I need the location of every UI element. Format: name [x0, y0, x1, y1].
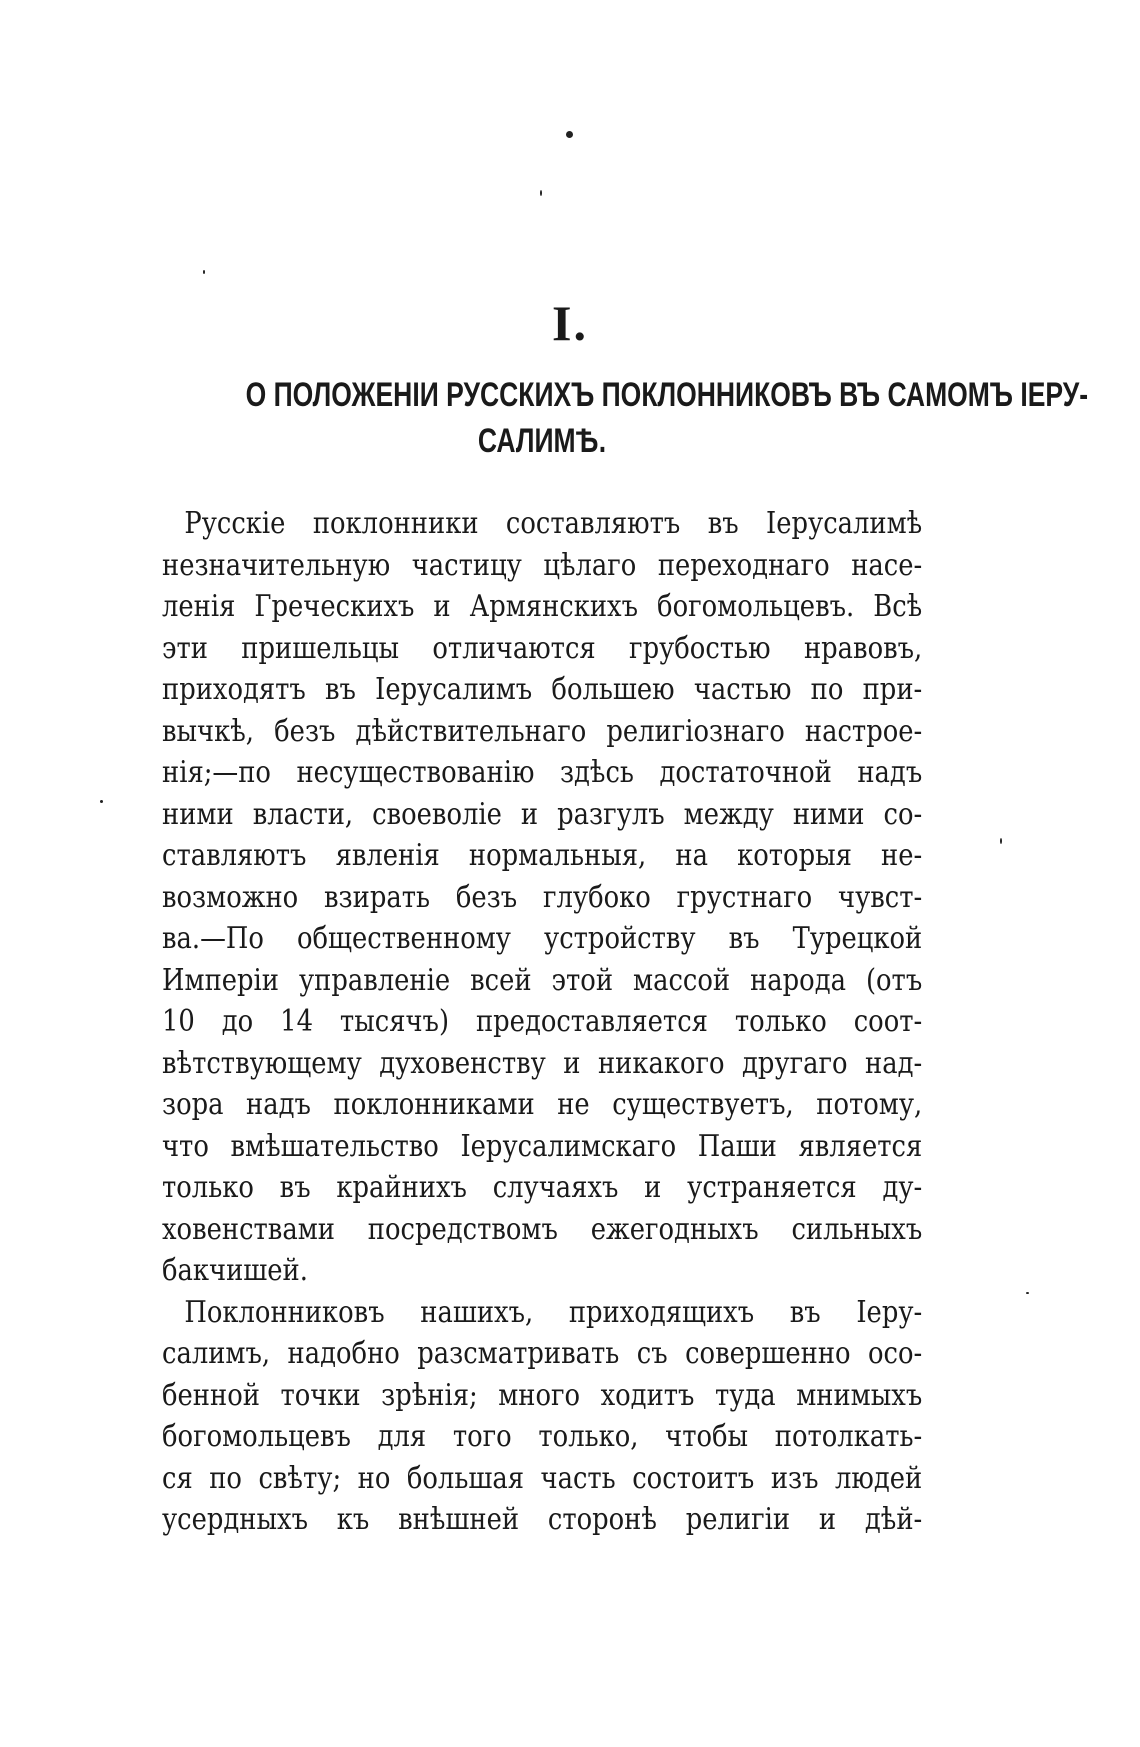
text-line: бенной точки зрѣнiя; много ходитъ туда мнимыхъ — [162, 1377, 923, 1413]
paragraph-2 — [162, 1292, 922, 1541]
text-line: бакчишей. — [162, 1253, 308, 1288]
text-line: вычкѣ, безъ дѣйствительнаго религiознаго настрое- — [162, 713, 923, 749]
text-line: ленiя Греческихъ и Армянскихъ богомольцевъ. Всѣ — [162, 589, 923, 624]
text-line: незначительную частицу цѣлаго переходнаго насе- — [162, 547, 923, 583]
scan-speck — [203, 270, 205, 274]
text-line: ними власти, своеволiе и разгулъ между ними со- — [162, 796, 923, 832]
chapter-title-line: О ПОЛОЖЕНIИ РУССКИХЪ ПОКЛОННИКОВЪ ВЪ САМОМЪ IЕРУ- — [245, 376, 1089, 414]
scan-speck — [540, 190, 542, 196]
text-line: возможно взирать безъ глубоко грустнаго чувст- — [162, 879, 923, 915]
text-line: 10 до 14 тысячъ) предоставляется только соот- — [162, 1004, 923, 1039]
text-line: Имперiи управленiе всей этой массой народа (отъ — [162, 962, 923, 998]
text-line: эти пришельцы отличаются грубостью нравовъ, — [162, 630, 923, 666]
text-line: нiя;—по несуществованiю здѣсь достаточной надъ — [162, 755, 923, 790]
scan-speck — [1000, 838, 1002, 844]
text-line: только въ крайнихъ случаяхъ и устраняется ду- — [162, 1170, 923, 1205]
text-line: усердныхъ къ внѣшней сторонѣ религiи и дѣй- — [162, 1502, 923, 1537]
scan-speck — [100, 800, 103, 803]
scan-speck — [1026, 1292, 1029, 1294]
paragraph-1 — [162, 503, 922, 1292]
section-number: I. — [552, 295, 588, 351]
text-line: ховенствами посредствомъ ежегодныхъ сильныхъ — [162, 1211, 923, 1247]
text-line: ставляютъ явленiя нормальныя, на которыя не- — [162, 838, 923, 873]
text-line: ва.—По общественному устройству въ Турецкой — [162, 921, 923, 956]
chapter-title — [245, 372, 1089, 464]
text-line: что вмѣшательство Iерусалимскаго Паши является — [162, 1128, 923, 1164]
text-line: Русскiе поклонники составляютъ въ Iерусалимѣ — [184, 506, 923, 541]
text-line: салимъ, надобно разсматривать съ совершенно осо- — [162, 1336, 923, 1371]
body-text — [162, 503, 922, 1541]
chapter-title-line: САЛИМѢ. — [477, 422, 607, 460]
text-line: зора надъ поклонниками не существуетъ, потому, — [162, 1087, 923, 1122]
scan-speck — [566, 131, 573, 138]
text-line: богомольцевъ для того только, чтобы потолкать- — [162, 1419, 923, 1454]
text-line: ся по свѣту; но большая часть состоитъ изъ людей — [162, 1460, 923, 1496]
text-line: Поклонниковъ нашихъ, приходящихъ въ Iеру- — [184, 1294, 923, 1330]
text-line: вѣтствующему духовенству и никакого другаго над- — [162, 1045, 923, 1081]
text-line: приходятъ въ Iерусалимъ большею частью по при- — [162, 672, 923, 707]
